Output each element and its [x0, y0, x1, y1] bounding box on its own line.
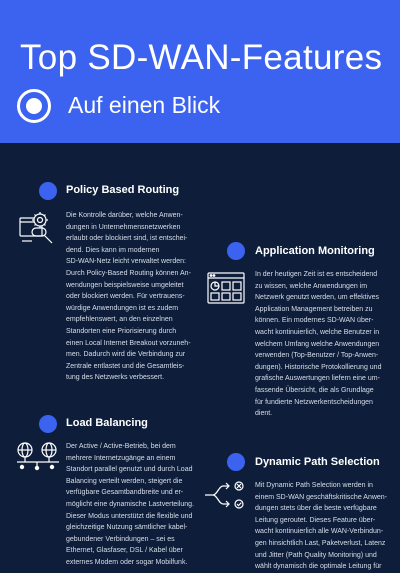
feature-title-pathselection: Dynamic Path Selection — [255, 456, 380, 468]
path-selection-icon — [204, 481, 246, 509]
feature-title-loadbalancing: Load Balancing — [66, 417, 148, 429]
feature-text-monitoring — [255, 269, 381, 420]
text-line: men. Dadurch wird die Verbindung zur — [66, 351, 186, 359]
globe-network-icon — [16, 441, 60, 471]
text-line: Durch Policy-Based Routing können An- — [66, 269, 191, 277]
text-line: wacht kontinuierlich, welche Benutzer in — [255, 328, 380, 336]
target-circle-icon — [17, 89, 51, 123]
text-line: Dieser Modus unterstützt die flexible und — [66, 512, 193, 520]
text-line: mehrere Internetzugänge an einem — [66, 454, 176, 462]
text-line: gebundener Verbindungen – sei es — [66, 535, 175, 543]
text-line: Ethernet, Glasfaser, DSL / Kabel über — [66, 547, 183, 555]
text-line: Balancing verteilt werden, steigert die — [66, 477, 183, 485]
text-line: wacht kontinuierlich alle WAN-Verbindun- — [255, 528, 384, 536]
feature-bullet-loadbalancing — [39, 415, 57, 433]
text-line: fassende Übersicht, die als Grundlage — [255, 386, 374, 394]
feature-text-loadbalancing — [66, 441, 194, 569]
text-line: externes Modem oder sogar Mobilfunk. — [66, 558, 188, 566]
dashboard-monitor-icon — [207, 272, 245, 304]
target-circle-dot — [26, 98, 42, 114]
text-line: dungen). Historische Protokollierung und — [255, 363, 382, 371]
text-line: Mit Dynamic Path Selection werden in — [255, 482, 373, 489]
text-line: wählt dynamisch die optimale Leitung für — [255, 563, 382, 571]
text-line: empfehlenswert, an den einzelnen — [66, 316, 173, 324]
text-line: gleichzeitige Nutzung sämtlicher kabel- — [66, 524, 188, 532]
text-line: oder blockiert werden. Für vertrauens- — [66, 293, 185, 301]
text-line: gen hinsichtlich Last, Paketverlust, Latenz — [255, 539, 386, 547]
text-line: Der Active / Active-Betrieb, bei dem — [66, 443, 176, 450]
text-line: Application Management betreiben zu — [255, 305, 373, 313]
feature-text-policy — [66, 210, 191, 384]
text-line: einem SD-WAN geschäftskritische Anwen- — [255, 493, 388, 501]
text-line: Zentrale entlastet und die Gesamtleis- — [66, 362, 185, 370]
router-policy-icon — [18, 208, 58, 248]
text-line: grafische Auswertungen liefern eine um- — [255, 375, 380, 383]
text-line: für fundierte Netzwerkentscheidungen — [255, 398, 373, 406]
text-line: Standort parallel genutzt und durch Load — [66, 466, 193, 474]
text-line: In der heutigen Zeit ist es entscheidend — [255, 271, 378, 278]
text-line: Netzwerk genutzt werden, um effektives — [255, 294, 379, 302]
text-line: verwenden (Top-Benutzer / Top-Anwen- — [255, 352, 379, 360]
text-line: dungen stets über die beste verfügbare — [255, 505, 377, 513]
text-line: dient. — [255, 410, 273, 418]
text-line: Leitung geroutet. Dieses Feature über- — [255, 516, 376, 524]
text-line: können. Ein modernes SD-WAN über- — [255, 317, 374, 325]
text-line: Die Kontrolle darüber, welche Anwen- — [66, 212, 183, 219]
feature-bullet-monitoring — [227, 242, 245, 260]
feature-title-policy: Policy Based Routing — [66, 184, 180, 196]
text-line: dend. Dies kann im modernen — [66, 246, 160, 254]
text-line: verfügbare Gesamtbandbreite und er- — [66, 489, 184, 497]
feature-bullet-pathselection — [227, 453, 245, 471]
feature-text-pathselection — [255, 480, 387, 573]
text-line: einen Local Internet Breakout vorzuneh- — [66, 339, 191, 347]
text-line: zu wissen, welche Anwendungen im — [255, 282, 368, 290]
text-line: welchem Umfang welche Anwendungen — [255, 340, 380, 348]
text-line: Standorten eine Priorisierung durch — [66, 327, 177, 335]
text-line: wendungen beispielsweise umgeleitet — [66, 281, 184, 289]
text-line: möglicht eine dynamische Lastverteilung. — [66, 500, 195, 508]
text-line: dungen in Unternehmensnetzwerken — [66, 223, 181, 231]
text-line: und Jitter (Path Quality Monitoring) und — [255, 551, 377, 559]
hero-banner — [0, 0, 400, 143]
text-line: erlaubt oder blockiert sind, ist entschei- — [66, 235, 188, 243]
text-line: tung des Netzwerks verbessert. — [66, 374, 165, 382]
feature-title-monitoring: Application Monitoring — [255, 245, 375, 257]
text-line: SD-WAN-Netz leicht verwaltet werden: — [66, 258, 186, 266]
page-title: Top SD-WAN-Features — [20, 38, 383, 77]
feature-bullet-policy — [39, 182, 57, 200]
text-line: würdige Anwendungen ist es zudem — [66, 304, 179, 312]
page-subtitle: Auf einen Blick — [68, 92, 221, 118]
